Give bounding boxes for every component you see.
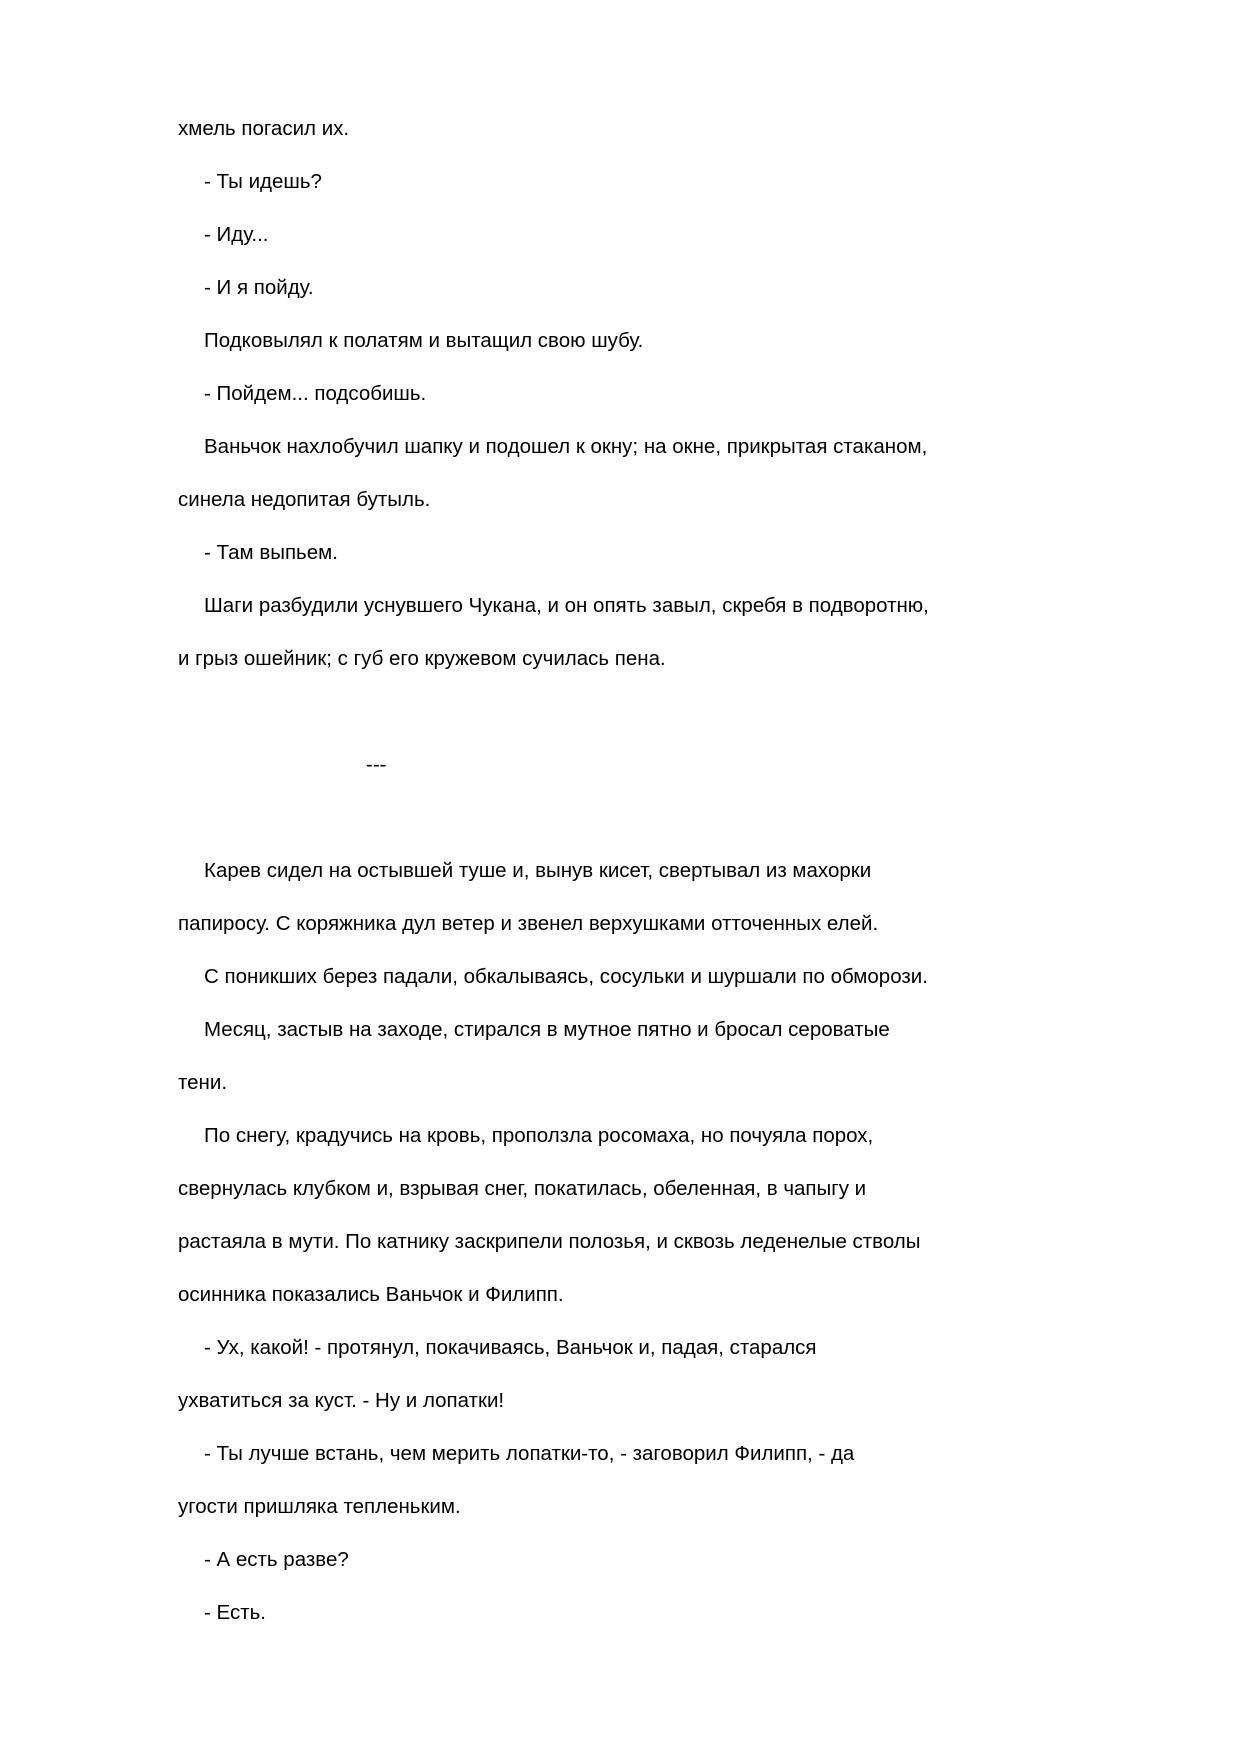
section-1 <box>178 110 978 693</box>
text-line: По снегу, крадучись на кровь, проползла росомаха, но почуяла порох, <box>204 1124 874 1147</box>
text-line: - Ты идешь? <box>204 170 322 193</box>
text-line: - Ух, какой! - протянул, покачиваясь, Ваньчок и, падая, старался <box>204 1336 817 1359</box>
text-line: ухватиться за куст. - Ну и лопатки! <box>178 1389 505 1412</box>
text-line: угости пришляка тепленьким. <box>178 1495 461 1518</box>
text-column <box>178 110 978 1647</box>
text-line: - А есть разве? <box>204 1548 349 1571</box>
text-line: - Там выпьем. <box>204 541 338 564</box>
blank-line <box>178 799 978 852</box>
text-line: Шаги разбудили уснувшего Чукана, и он опять завыл, скребя в подворотню, <box>204 594 929 617</box>
text-line: синела недопитая бутыль. <box>178 488 431 511</box>
text-line: тени. <box>178 1071 228 1094</box>
text-line: - Есть. <box>204 1601 266 1624</box>
blank-line <box>178 693 978 746</box>
text-line: Подковылял к полатям и вытащил свою шубу. <box>204 329 644 352</box>
text-line: С поникших берез падали, обкалываясь, сосульки и шуршали по обморози. <box>204 965 928 988</box>
text-line: - Пойдем... подсобишь. <box>204 382 427 405</box>
text-line: Карев сидел на остывшей туше и, вынув кисет, свертывал из махорки <box>204 859 872 882</box>
section-separator: --- <box>366 753 387 776</box>
text-line: хмель погасил их. <box>178 117 350 140</box>
text-line: и грыз ошейник; с губ его кружевом сучилась пена. <box>178 647 666 670</box>
text-line: Ваньчок нахлобучил шапку и подошел к окну; на окне, прикрытая стаканом, <box>204 435 928 458</box>
text-line: - Иду... <box>204 223 269 246</box>
text-line: растаяла в мути. По катнику заскрипели полозья, и сквозь леденелые стволы <box>178 1230 921 1253</box>
text-line: свернулась клубком и, взрывая снег, покатилась, обеленная, в чапыгу и <box>178 1177 867 1200</box>
text-line: осинника показались Ваньчок и Филипп. <box>178 1283 564 1306</box>
text-line: - Ты лучше встань, чем мерить лопатки-то, - заговорил Филипп, - да <box>204 1442 855 1465</box>
text-line: - И я пойду. <box>204 276 314 299</box>
section-2 <box>178 852 978 1647</box>
text-line: Месяц, застыв на заходе, стирался в мутное пятно и бросал сероватые <box>204 1018 890 1041</box>
text-line: папиросу. С коряжника дул ветер и звенел верхушками отточенных елей. <box>178 912 879 935</box>
